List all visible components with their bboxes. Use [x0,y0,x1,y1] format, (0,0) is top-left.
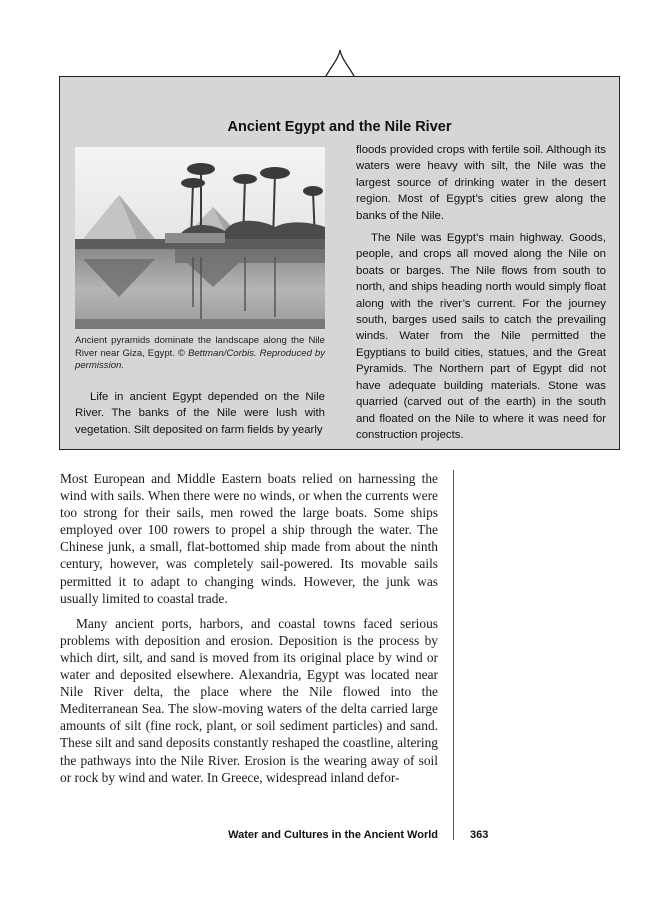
sidebar-paragraph: Life in ancient Egypt depended on the Nile River. The banks of the Nile were lush with vegetation. Silt deposited on farm fields by yearly [75,391,325,436]
sidebar-left-column [75,389,325,438]
sidebar-box [59,76,620,450]
body-paragraph: Most European and Middle Eastern boats relied on harnessing the wind with sails. When there were no winds, or when the currents were too strong for their sails, men rowed the large boats. Some ships employed over 100 rowers to propel a ship through the water. The Chinese junk, a small, flat-bottomed ship made from about the ninth century, however, was completely sail-powered. Its movable sails permitted it to adapt to changing winds. However, the junk was usually limited to coastal trade. [60,471,438,606]
photo-caption [75,335,325,373]
column-divider [453,470,454,840]
sidebar-title: Ancient Egypt and the Nile River [227,119,452,135]
sidebar-paragraph: floods provided crops with fertile soil. Although its waters were heavy with silt, the Nile was the largest source of drinking water in the desert region. Most of Egypt’s cities grew along the banks of the Nile. [356,144,606,222]
page-number: 363 [470,829,489,841]
caption-credit: Bettman/Corbis. Reproduced by permission. [75,347,325,371]
pyramids-nile-photo [75,147,325,329]
running-footer-title: Water and Cultures in the Ancient World [228,829,438,841]
sidebar-paragraph: The Nile was Egypt’s main highway. Goods, people, and crops all moved along the Nile on boats or barges. The Nile flows from south to north, and ships heading north would simply float along with the river’s current. For the journey south, barges used sails to catch the prevailing winds. Water from the Nile permitted the Egyptians to build cities, statues, and the Great Pyramids. The Northern part of Egypt did not have adequate building materials. Stone was quarried (carved out of the earth) in the south and floated on the Nile to where it was need for construction projects. [356,232,606,441]
caption-text: Ancient pyramids dominate the landscape along the Nile River near Giza, Egypt. © [75,335,325,359]
main-body-text [60,470,438,786]
sidebar-right-column [356,142,606,443]
body-paragraph: Many ancient ports, harbors, and coastal towns faced serious problems with deposition and erosion. Deposition is the process by which dirt, silt, and sand is moved from its original place by wind or water and deposited elsewhere. Alexandria, Egypt was located near Nile River delta, the place where the Nile flowed into the Mediterranean Sea. The slow-moving waters of the delta carried large amounts of silt (fine rock, plant, or soil sediment particles) and sand. These silt and sand deposits constantly reshaped the coastline, altering the pathways into the Nile River. Erosion is the wearing away of soil or rock by wind and water. In Greece, widespread inland defor- [60,615,438,785]
